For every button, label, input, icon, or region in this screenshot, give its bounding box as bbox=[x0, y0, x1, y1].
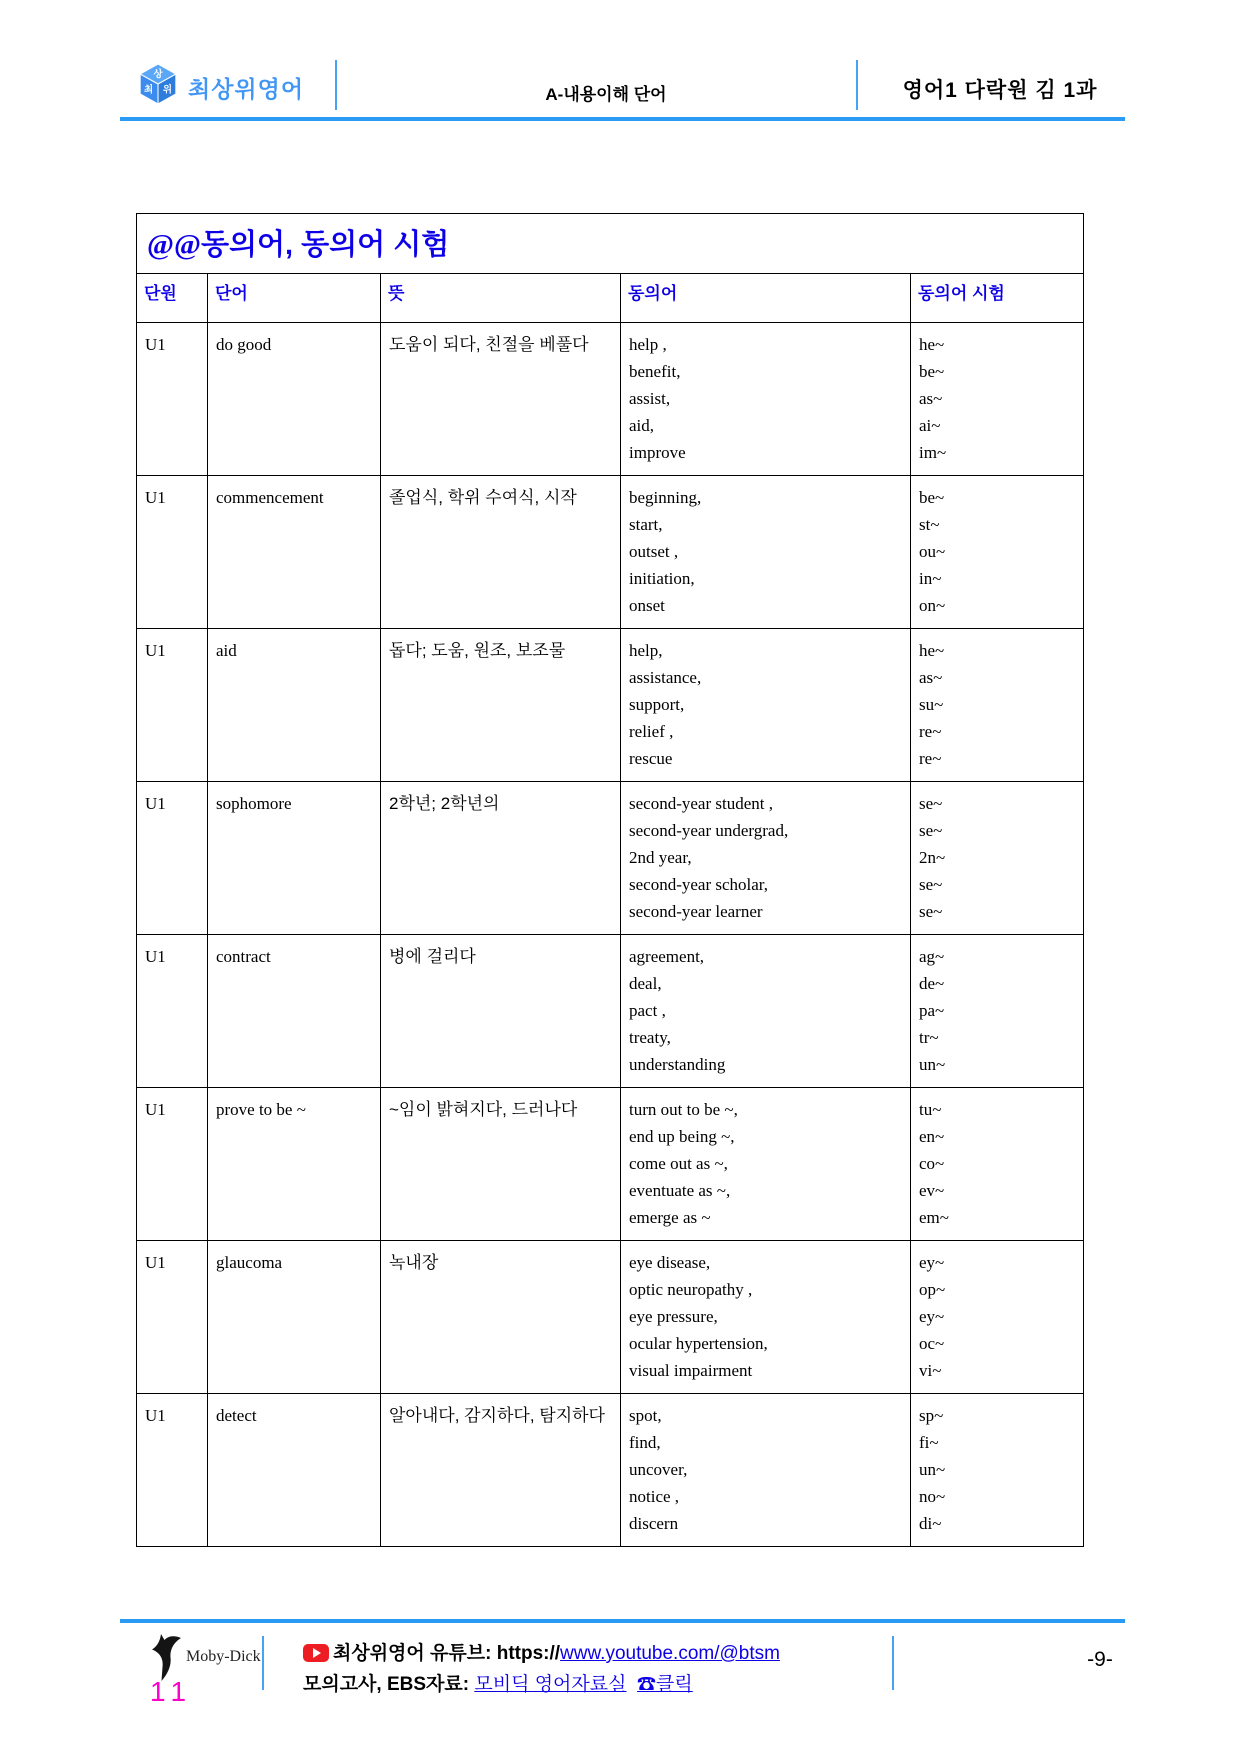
hint-line: ai~ bbox=[919, 416, 941, 435]
table-row bbox=[137, 935, 1084, 1088]
table-header-row bbox=[137, 274, 1084, 323]
synonym-line: rescue bbox=[629, 749, 673, 768]
cell-meaning: ~임이 밝혀지다, 드러나다 bbox=[381, 1088, 621, 1241]
table-row bbox=[137, 1394, 1084, 1547]
table-row bbox=[137, 323, 1084, 476]
cell-synonym-test bbox=[911, 476, 1084, 629]
footer-line-resources bbox=[303, 1669, 883, 1700]
synonym-line: improve bbox=[629, 443, 686, 462]
hint-line: su~ bbox=[919, 695, 944, 714]
table-title-prefix: @@ bbox=[147, 229, 201, 261]
hint-line: se~ bbox=[919, 875, 943, 894]
synonym-line: support, bbox=[629, 695, 685, 714]
hint-line: di~ bbox=[919, 1514, 942, 1533]
cell-word: glaucoma bbox=[208, 1241, 381, 1394]
synonym-line: beginning, bbox=[629, 488, 702, 507]
synonym-line: second-year learner bbox=[629, 902, 763, 921]
cell-unit: U1 bbox=[137, 935, 208, 1088]
synonym-line: spot, bbox=[629, 1406, 662, 1425]
hint-line: be~ bbox=[919, 488, 945, 507]
cell-synonyms bbox=[621, 323, 911, 476]
synonym-line: aid, bbox=[629, 416, 655, 435]
cell-synonyms bbox=[621, 476, 911, 629]
svg-text:상: 상 bbox=[153, 69, 163, 81]
brand-logo-text: 최상위영어 bbox=[188, 76, 305, 102]
hint-line: as~ bbox=[919, 668, 943, 687]
cell-synonyms bbox=[621, 1241, 911, 1394]
synonym-line: visual impairment bbox=[629, 1361, 753, 1380]
cell-unit: U1 bbox=[137, 1241, 208, 1394]
synonym-line: eye disease, bbox=[629, 1253, 711, 1272]
synonym-line: eventuate as ~, bbox=[629, 1181, 731, 1200]
footer-brand-text: Moby-Dick bbox=[186, 1648, 261, 1665]
cell-word: prove to be ~ bbox=[208, 1088, 381, 1241]
table-row bbox=[137, 1241, 1084, 1394]
hint-line: ev~ bbox=[919, 1181, 945, 1200]
hint-line: be~ bbox=[919, 362, 945, 381]
cell-word: aid bbox=[208, 629, 381, 782]
hint-line: op~ bbox=[919, 1280, 946, 1299]
page-number: -9- bbox=[1087, 1648, 1113, 1671]
footer-line-youtube bbox=[303, 1638, 883, 1669]
synonym-line: second-year undergrad, bbox=[629, 821, 789, 840]
cell-unit: U1 bbox=[137, 1394, 208, 1547]
col-header-meaning: 뜻 bbox=[381, 274, 621, 323]
synonym-line: treaty, bbox=[629, 1028, 671, 1047]
col-header-unit: 단원 bbox=[137, 274, 208, 323]
hint-line: en~ bbox=[919, 1127, 945, 1146]
synonym-line: ocular hypertension, bbox=[629, 1334, 768, 1353]
hint-line: se~ bbox=[919, 902, 943, 921]
footer-divider-right bbox=[892, 1636, 894, 1690]
synonym-line: second-year scholar, bbox=[629, 875, 769, 894]
hint-line: ou~ bbox=[919, 542, 946, 561]
hint-line: sp~ bbox=[919, 1406, 944, 1425]
synonym-line: assist, bbox=[629, 389, 671, 408]
resources-label: 모의고사, EBS자료: bbox=[303, 1674, 475, 1695]
synonym-line: onset bbox=[629, 596, 665, 615]
hint-line: pa~ bbox=[919, 1001, 945, 1020]
hint-line: no~ bbox=[919, 1487, 946, 1506]
synonym-line: assistance, bbox=[629, 668, 702, 687]
cell-unit: U1 bbox=[137, 629, 208, 782]
synonym-line: 2nd year, bbox=[629, 848, 692, 867]
cell-synonyms bbox=[621, 935, 911, 1088]
cell-word: commencement bbox=[208, 476, 381, 629]
cell-meaning: 알아내다, 감지하다, 탐지하다 bbox=[381, 1394, 621, 1547]
cell-word: contract bbox=[208, 935, 381, 1088]
cell-synonyms bbox=[621, 629, 911, 782]
cell-synonym-test bbox=[911, 782, 1084, 935]
synonym-line: turn out to be ~, bbox=[629, 1100, 738, 1119]
cell-word: do good bbox=[208, 323, 381, 476]
synonym-line: help, bbox=[629, 641, 663, 660]
footer-divider-left bbox=[262, 1636, 264, 1690]
synonym-line: deal, bbox=[629, 974, 662, 993]
cell-synonym-test bbox=[911, 323, 1084, 476]
resource-room-link[interactable]: 모비딕 영어자료실 bbox=[474, 1674, 627, 1695]
hint-line: oc~ bbox=[919, 1334, 945, 1353]
hint-line: st~ bbox=[919, 515, 940, 534]
table-title bbox=[137, 214, 1084, 274]
hint-line: vi~ bbox=[919, 1361, 942, 1380]
hint-line: tr~ bbox=[919, 1028, 939, 1047]
table-title-row bbox=[137, 214, 1084, 274]
hint-line: im~ bbox=[919, 443, 947, 462]
cell-word: sophomore bbox=[208, 782, 381, 935]
synonym-line: notice , bbox=[629, 1487, 680, 1506]
hint-line: un~ bbox=[919, 1055, 946, 1074]
table-title-text: 동의어, 동의어 시험 bbox=[200, 229, 450, 261]
synonym-line: uncover, bbox=[629, 1460, 688, 1479]
synonym-line: initiation, bbox=[629, 569, 695, 588]
header-divider-left bbox=[335, 60, 337, 110]
handwritten-page-note: 11 bbox=[150, 1676, 194, 1707]
header-divider-right bbox=[856, 60, 858, 110]
document-title: 영어1 다락원 김 1과 bbox=[902, 79, 1098, 102]
youtube-label: 최상위영어 유튜브: bbox=[333, 1643, 497, 1664]
cell-unit: U1 bbox=[137, 782, 208, 935]
svg-text:위: 위 bbox=[162, 84, 173, 96]
hint-line: he~ bbox=[919, 335, 945, 354]
hint-line: tu~ bbox=[919, 1100, 942, 1119]
synonym-line: emerge as ~ bbox=[629, 1208, 711, 1227]
col-header-synonyms: 동의어 bbox=[621, 274, 911, 323]
synonym-line: help , bbox=[629, 335, 667, 354]
hint-line: 2n~ bbox=[919, 848, 946, 867]
hint-line: ag~ bbox=[919, 947, 945, 966]
synonym-line: optic neuropathy , bbox=[629, 1280, 753, 1299]
synonym-line: understanding bbox=[629, 1055, 726, 1074]
hint-line: se~ bbox=[919, 794, 943, 813]
hint-line: se~ bbox=[919, 821, 943, 840]
synonym-line: eye pressure, bbox=[629, 1307, 718, 1326]
synonym-line: benefit, bbox=[629, 362, 681, 381]
document-section-title: A-내용이해 단어 bbox=[545, 85, 667, 104]
synonym-line: come out as ~, bbox=[629, 1154, 728, 1173]
logo-cube-icon bbox=[137, 63, 179, 110]
cell-synonym-test bbox=[911, 1241, 1084, 1394]
hint-line: re~ bbox=[919, 722, 942, 741]
cell-synonym-test bbox=[911, 629, 1084, 782]
synonym-line: agreement, bbox=[629, 947, 705, 966]
table-row bbox=[137, 629, 1084, 782]
hint-line: de~ bbox=[919, 974, 945, 993]
synonym-line: relief , bbox=[629, 722, 674, 741]
cell-meaning: 병에 걸리다 bbox=[381, 935, 621, 1088]
synonym-line: end up being ~, bbox=[629, 1127, 735, 1146]
cell-meaning: 졸업식, 학위 수여식, 시작 bbox=[381, 476, 621, 629]
vocab-table bbox=[136, 213, 1084, 1547]
synonym-line: pact , bbox=[629, 1001, 666, 1020]
hint-line: em~ bbox=[919, 1208, 949, 1227]
synonym-line: second-year student , bbox=[629, 794, 773, 813]
hint-line: fi~ bbox=[919, 1433, 939, 1452]
hint-line: in~ bbox=[919, 569, 942, 588]
hint-line: co~ bbox=[919, 1154, 945, 1173]
hint-line: he~ bbox=[919, 641, 945, 660]
svg-text:최: 최 bbox=[143, 84, 154, 96]
cell-synonyms bbox=[621, 1088, 911, 1241]
cell-synonym-test bbox=[911, 1394, 1084, 1547]
hint-line: as~ bbox=[919, 389, 943, 408]
table-row bbox=[137, 476, 1084, 629]
hint-line: ey~ bbox=[919, 1307, 945, 1326]
cell-unit: U1 bbox=[137, 1088, 208, 1241]
cell-word: detect bbox=[208, 1394, 381, 1547]
cell-synonym-test bbox=[911, 935, 1084, 1088]
header-rule bbox=[120, 117, 1125, 121]
cell-unit: U1 bbox=[137, 476, 208, 629]
cell-meaning: 도움이 되다, 친절을 베풀다 bbox=[381, 323, 621, 476]
table-row bbox=[137, 1088, 1084, 1241]
hint-line: re~ bbox=[919, 749, 942, 768]
cell-meaning: 2학년; 2학년의 bbox=[381, 782, 621, 935]
col-header-synonym-test: 동의어 시험 bbox=[911, 274, 1084, 323]
cell-meaning: 돕다; 도움, 원조, 보조물 bbox=[381, 629, 621, 782]
synonym-line: outset , bbox=[629, 542, 679, 561]
cell-synonyms bbox=[621, 782, 911, 935]
hint-line: un~ bbox=[919, 1460, 946, 1479]
cell-unit: U1 bbox=[137, 323, 208, 476]
synonym-line: discern bbox=[629, 1514, 679, 1533]
cell-synonym-test bbox=[911, 1088, 1084, 1241]
click-link[interactable]: ☎클릭 bbox=[637, 1674, 693, 1695]
hint-line: on~ bbox=[919, 596, 946, 615]
hint-line: ey~ bbox=[919, 1253, 945, 1272]
synonym-line: start, bbox=[629, 515, 663, 534]
footer-rule bbox=[120, 1619, 1125, 1623]
cell-synonyms bbox=[621, 1394, 911, 1547]
youtube-play-icon bbox=[303, 1644, 329, 1662]
youtube-link[interactable]: www.youtube.com/@btsm bbox=[560, 1643, 780, 1664]
table-row bbox=[137, 782, 1084, 935]
url-protocol: https:// bbox=[496, 1643, 561, 1664]
footer-links-block bbox=[303, 1638, 883, 1700]
col-header-word: 단어 bbox=[208, 274, 381, 323]
synonym-line: find, bbox=[629, 1433, 661, 1452]
cell-meaning: 녹내장 bbox=[381, 1241, 621, 1394]
